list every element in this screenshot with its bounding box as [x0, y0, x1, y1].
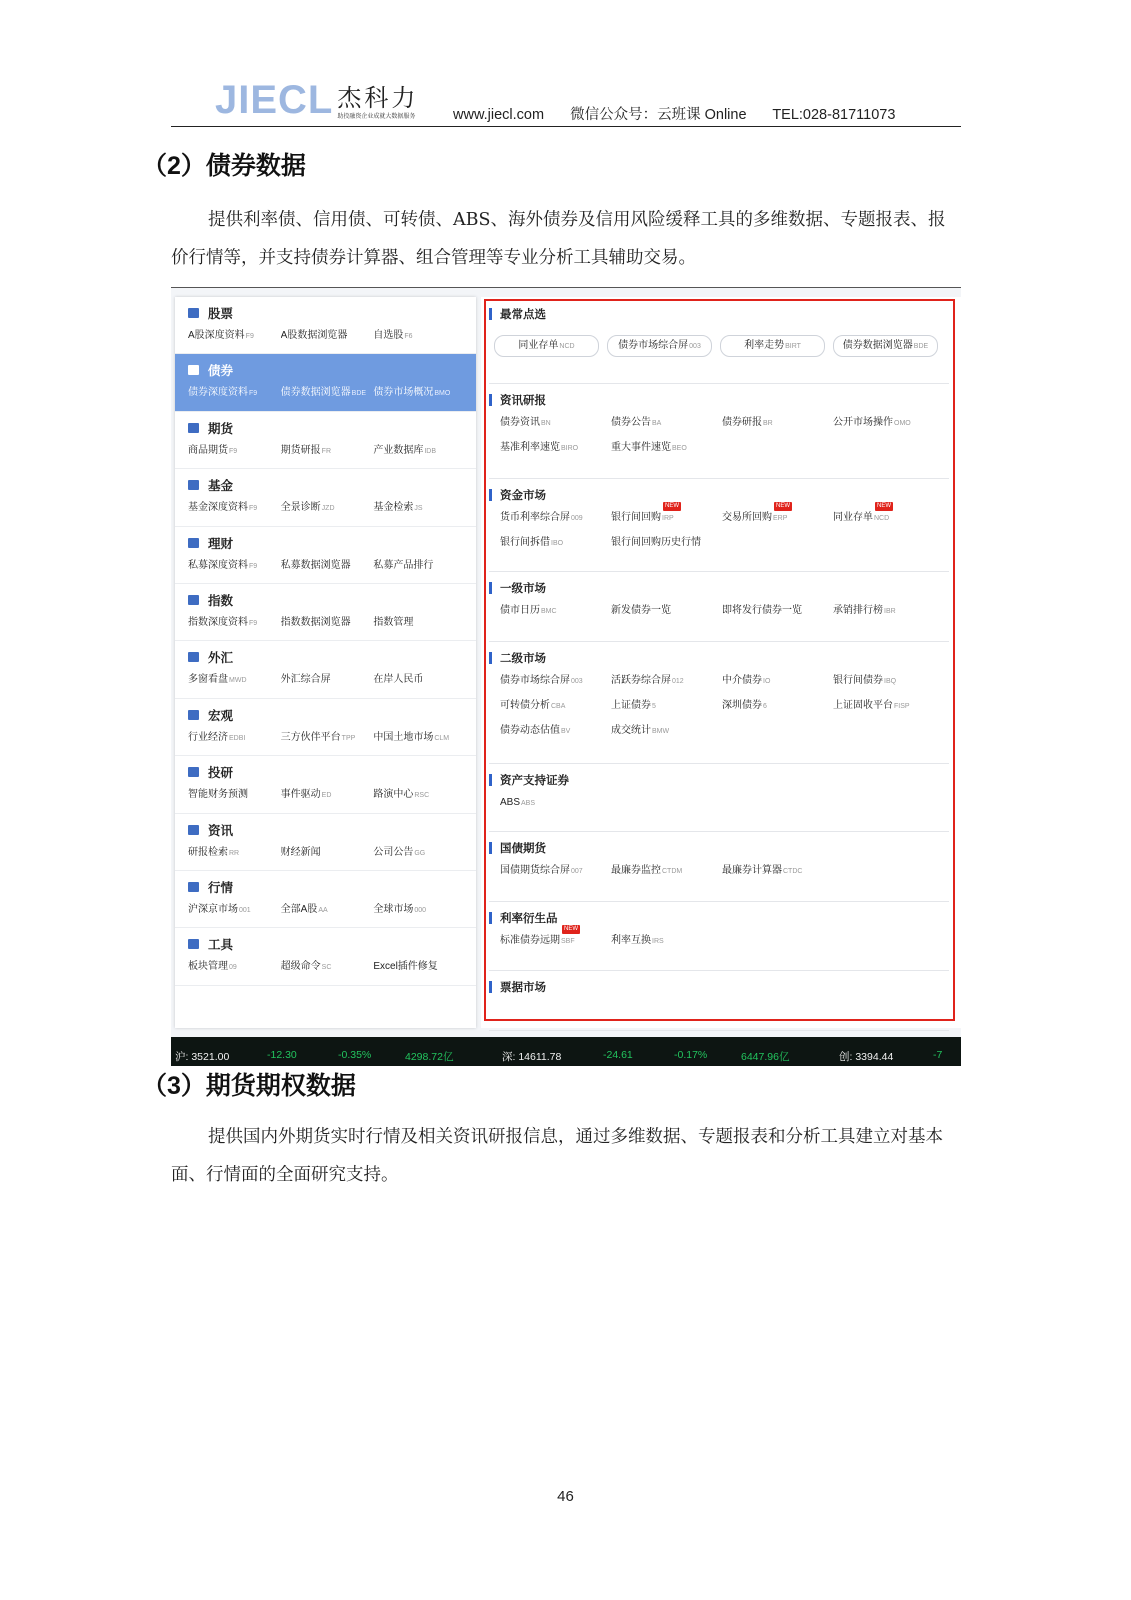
- sidebar-item-row: [188, 785, 466, 800]
- item-label: 基金检索: [373, 502, 414, 514]
- sidebar-item-row: [188, 556, 466, 571]
- item-code: BV: [561, 728, 571, 735]
- item-label: 债券动态估值: [500, 725, 560, 736]
- item-label: 活跃券综合屏: [611, 675, 671, 686]
- sidebar-group-title: [188, 705, 466, 725]
- sidebar-item[interactable]: [373, 843, 466, 858]
- item-code: SBF: [561, 938, 575, 945]
- item-label: 指数深度资料: [188, 616, 248, 628]
- header-contact: [453, 103, 917, 124]
- item-label: 银行间债券: [833, 675, 883, 686]
- item-code: AA: [318, 906, 328, 914]
- item-label: 同业存单: [833, 512, 873, 523]
- item-code: NCD: [559, 343, 575, 350]
- sidebar-group-title: [188, 590, 466, 610]
- item-label: 债券资讯: [500, 417, 540, 428]
- tel-text: TEL:028-81711073: [772, 107, 896, 123]
- item-label: 国债期货综合屏: [500, 865, 570, 876]
- item-code: F6: [404, 333, 413, 340]
- item-label: 债券市场综合屏: [618, 340, 689, 351]
- section-title-label: 资产支持证券: [500, 775, 569, 787]
- item-code: F9: [249, 390, 258, 398]
- market-ticker: [171, 1037, 961, 1066]
- sidebar-item[interactable]: [188, 670, 281, 685]
- sidebar-group-label: 股票: [208, 307, 234, 321]
- logo-tagline: 助投融资企业成就大数据服务: [337, 114, 416, 120]
- ticker-value: 深: 14611.78: [502, 1051, 562, 1063]
- item-code: EDBI: [229, 734, 246, 742]
- tool-icon: [188, 939, 199, 949]
- sidebar-group-title: [188, 360, 466, 380]
- item-label: 中国土地市场: [373, 731, 434, 743]
- sidebar-group[interactable]: [175, 871, 476, 928]
- item-code: 5: [652, 703, 656, 710]
- sidebar-group-label: 理财: [208, 536, 234, 551]
- item-code: IRP: [662, 515, 674, 522]
- item-label: 债券市场概况: [373, 387, 434, 399]
- sidebar-group-title: [188, 475, 466, 495]
- item-code: CTDM: [662, 868, 683, 875]
- item-code: 003: [571, 678, 583, 685]
- sidebar-item[interactable]: [188, 957, 281, 972]
- item-code: 001: [239, 906, 251, 914]
- item-code: BA: [652, 420, 662, 427]
- item-label: 债市日历: [500, 605, 540, 616]
- item-label: 全部A股: [280, 903, 318, 915]
- sidebar-item[interactable]: [373, 613, 466, 628]
- sidebar-item[interactable]: [373, 957, 466, 972]
- item-code: FR: [321, 447, 332, 455]
- ticker-value: -12.30: [267, 1049, 297, 1061]
- section-title-label: 一级市场: [500, 583, 546, 595]
- sidebar-item[interactable]: [281, 383, 374, 398]
- section-title-label: 资金市场: [500, 490, 546, 502]
- item-code: OMO: [894, 420, 911, 427]
- item-code: BMW: [652, 728, 670, 735]
- item-code: BEO: [672, 445, 687, 452]
- item-code: SC: [321, 964, 332, 972]
- sidebar-group-title: [188, 303, 466, 323]
- item-label: 交易所回购: [722, 512, 772, 523]
- item-label: 中介债券: [722, 675, 762, 686]
- section-title-label: 最常点选: [500, 309, 546, 321]
- sidebar-item-row: [188, 670, 466, 685]
- sidebar-item-row: [188, 613, 466, 628]
- item-code: BR: [763, 420, 773, 427]
- ticker-value: 沪: 3521.00: [175, 1051, 230, 1063]
- item-label: 债券数据浏览器: [842, 340, 913, 351]
- item-label: 银行间回购: [611, 512, 661, 523]
- sidebar-item-row: [188, 441, 466, 456]
- sidebar-item-row: [188, 498, 466, 513]
- item-label: 全景诊断: [280, 502, 321, 514]
- index-icon: [188, 595, 199, 605]
- sidebar-group-title: [188, 418, 466, 438]
- sidebar-item[interactable]: [373, 900, 466, 915]
- item-label: 新发债券一览: [611, 605, 671, 616]
- sidebar-item[interactable]: [188, 383, 281, 398]
- item-label: 全球市场: [373, 903, 414, 915]
- ticker-value: -0.35%: [338, 1049, 372, 1061]
- ticker-value: -24.61: [603, 1049, 633, 1061]
- item-code: BIRT: [785, 343, 801, 350]
- item-label: 板块管理: [188, 961, 228, 973]
- sidebar-group[interactable]: [175, 584, 476, 641]
- new-badge: NEW: [776, 503, 790, 509]
- futures-icon: [188, 423, 199, 433]
- sidebar-group-label: 工具: [208, 938, 234, 953]
- item-code: IO: [763, 678, 771, 685]
- item-label: 私募深度资料: [188, 559, 248, 571]
- item-label: 公开市场操作: [833, 417, 893, 428]
- ticker-value: 创: 3394.44: [839, 1051, 894, 1063]
- item-label: 货币利率综合屏: [500, 512, 570, 523]
- sidebar-item[interactable]: [373, 441, 466, 456]
- item-code: JS: [414, 505, 423, 513]
- item-label: 沪深京市场: [188, 903, 238, 915]
- item-code: 009: [571, 515, 583, 522]
- item-label: 最廉券监控: [611, 865, 661, 876]
- item-label: 可转债分析: [500, 700, 550, 711]
- item-label: 即将发行债券一览: [722, 605, 802, 616]
- sidebar-group[interactable]: [175, 699, 476, 756]
- item-label: 上证固收平台: [833, 700, 893, 711]
- sidebar-group-title: [188, 877, 466, 897]
- item-label: 财经新闻: [280, 846, 321, 858]
- item-code: BMC: [541, 608, 557, 615]
- item-label: 行业经济: [188, 731, 228, 743]
- item-label: 上证债券: [611, 700, 651, 711]
- sidebar-item[interactable]: [281, 326, 374, 341]
- item-code: 003: [689, 343, 701, 350]
- sidebar-item[interactable]: [188, 728, 281, 743]
- quote-icon: [188, 882, 199, 892]
- sidebar-item[interactable]: [281, 498, 374, 513]
- item-code: TPP: [341, 734, 356, 742]
- sidebar-item[interactable]: [373, 785, 466, 800]
- sidebar-item[interactable]: [281, 441, 374, 456]
- item-label: 承销排行榜: [833, 605, 883, 616]
- sidebar-group[interactable]: [175, 354, 476, 411]
- item-label: 产业数据库: [373, 444, 424, 456]
- sidebar-item[interactable]: [188, 843, 281, 858]
- ticker-value: 4298.72亿: [405, 1051, 454, 1063]
- item-code: ERP: [773, 515, 788, 522]
- sidebar-group-label: 投研: [208, 766, 234, 781]
- item-label: ABS: [500, 797, 521, 808]
- sidebar-group-title: [188, 934, 466, 954]
- section-3-heading: （3）期货期权数据: [142, 1072, 356, 1100]
- item-label: 利率互换: [611, 935, 651, 946]
- item-label: 同业存单: [518, 340, 559, 351]
- highlight-box: [484, 299, 955, 1021]
- sidebar-item[interactable]: [373, 670, 466, 685]
- item-code: 012: [672, 678, 684, 685]
- item-label: 路演中心: [373, 789, 414, 801]
- section-title-label: 资讯研报: [500, 395, 546, 407]
- sidebar-group-label: 期货: [208, 421, 234, 436]
- item-code: BIRO: [561, 445, 579, 452]
- item-label: 商品期货: [188, 444, 228, 456]
- item-label: 指数数据浏览器: [280, 616, 351, 628]
- sidebar-group-title: [188, 820, 466, 840]
- sidebar-item[interactable]: [188, 441, 281, 456]
- item-label: 债券公告: [611, 417, 651, 428]
- sidebar-group-title: [188, 647, 466, 667]
- sidebar-item[interactable]: [373, 383, 466, 398]
- sidebar-item-row: [188, 383, 466, 398]
- sidebar-group-label: 宏观: [208, 708, 234, 723]
- logo-text-en: JIECL: [215, 78, 334, 122]
- item-code: CBA: [551, 703, 566, 710]
- item-code: IDB: [424, 447, 437, 455]
- item-label: 银行间拆借: [500, 537, 550, 548]
- page-header: [171, 72, 961, 127]
- logo: [215, 78, 418, 122]
- section-2-heading: （2）债券数据: [142, 152, 306, 180]
- section-title-label: 票据市场: [500, 982, 546, 994]
- sidebar-item[interactable]: [188, 785, 281, 800]
- sidebar-group[interactable]: [175, 297, 476, 354]
- sidebar-group[interactable]: [175, 641, 476, 698]
- item-label: 基金深度资料: [188, 502, 248, 514]
- sidebar-menu: [175, 297, 476, 1028]
- wechat-text: 微信公众号：云班课 Online: [570, 107, 747, 123]
- item-code: IBO: [551, 540, 564, 547]
- item-label: 多窗看盘: [188, 674, 228, 686]
- item-label: A股数据浏览器: [280, 330, 348, 341]
- wealth-icon: [188, 538, 199, 548]
- research-icon: [188, 767, 199, 777]
- logo-text-cn: 杰科力: [337, 85, 419, 112]
- sidebar-group[interactable]: [175, 814, 476, 871]
- ticker-value: 6447.96亿: [741, 1051, 790, 1063]
- sidebar-item[interactable]: [281, 843, 374, 858]
- sidebar-item[interactable]: [281, 728, 374, 743]
- news-icon: [188, 825, 199, 835]
- sidebar-item[interactable]: [373, 326, 466, 341]
- item-label: 研报检索: [188, 846, 228, 858]
- item-label: 债券市场综合屏: [500, 675, 570, 686]
- sidebar-item[interactable]: [373, 728, 466, 743]
- item-label: 利率走势: [744, 340, 785, 351]
- section-title-label: 利率衍生品: [500, 913, 558, 925]
- sidebar-group-label: 基金: [208, 479, 234, 494]
- sidebar-group-label: 债券: [208, 364, 234, 379]
- item-code: GG: [414, 849, 426, 857]
- item-label: 事件驱动: [280, 789, 321, 801]
- item-label: 在岸人民币: [373, 674, 424, 686]
- sidebar-group-title: [188, 762, 466, 782]
- fx-icon: [188, 652, 199, 662]
- sidebar-item[interactable]: [188, 498, 281, 513]
- item-label: A股深度资料: [188, 330, 245, 341]
- item-code: CTDC: [783, 868, 803, 875]
- item-label: 重大事件速览: [611, 442, 671, 453]
- sidebar-item-row: [188, 728, 466, 743]
- new-badge: NEW: [665, 503, 679, 509]
- app-screenshot: [171, 287, 961, 1066]
- sidebar-item[interactable]: [188, 326, 281, 341]
- sidebar-item[interactable]: [188, 556, 281, 571]
- item-code: BMO: [434, 390, 451, 398]
- item-code: F9: [249, 505, 258, 513]
- item-code: F9: [249, 562, 258, 570]
- item-code: 000: [414, 906, 427, 914]
- item-code: ABS: [521, 800, 536, 807]
- item-label: 银行间回购历史行情: [611, 537, 701, 548]
- sidebar-group-label: 行情: [208, 880, 234, 895]
- item-code: F9: [249, 619, 258, 627]
- item-code: IBQ: [884, 678, 897, 685]
- bond-icon: [188, 365, 199, 375]
- item-code: MWD: [229, 677, 247, 685]
- sidebar-item-row: [188, 900, 466, 915]
- item-code: ED: [321, 792, 332, 800]
- item-label: 最廉券计算器: [722, 865, 782, 876]
- item-label: 成交统计: [611, 725, 651, 736]
- item-label: 标准债券远期: [500, 935, 560, 946]
- section-title-label: 二级市场: [500, 653, 546, 665]
- item-label: 指数管理: [373, 616, 414, 628]
- fund-icon: [188, 480, 199, 490]
- item-label: 外汇综合屏: [280, 674, 331, 686]
- item-label: 债券研报: [722, 417, 762, 428]
- item-code: F9: [245, 333, 254, 340]
- item-code: IBR: [884, 608, 896, 615]
- sidebar-group-label: 资讯: [208, 823, 234, 838]
- item-code: BDE: [351, 390, 367, 398]
- sidebar-item[interactable]: [188, 900, 281, 915]
- item-label: 私募数据浏览器: [280, 559, 351, 571]
- chart-icon: [188, 308, 199, 318]
- item-label: 私募产品排行: [373, 559, 434, 571]
- section-title-label: 国债期货: [500, 843, 546, 855]
- item-code: RR: [229, 849, 240, 857]
- website-link[interactable]: www.jiecl.com: [453, 107, 545, 123]
- new-badge: NEW: [564, 926, 578, 932]
- sidebar-group-label: 指数: [208, 593, 234, 608]
- sidebar-item[interactable]: [281, 900, 374, 915]
- sidebar-item-row: [188, 326, 466, 341]
- section-2-paragraph: 提供利率债、信用债、可转债、ABS、海外债券及信用风险缓释工具的多维数据、专题报表、报价行情等，并支持债券计算器、组合管理等专业分析工具辅助交易。: [171, 210, 946, 268]
- sidebar-item[interactable]: [281, 957, 374, 972]
- item-code: 09: [229, 964, 237, 972]
- item-label: 债券深度资料: [188, 387, 248, 399]
- sidebar-group[interactable]: [175, 928, 476, 985]
- item-label: 超级命令: [280, 961, 321, 973]
- item-label: 三方伙伴平台: [280, 731, 341, 743]
- sidebar-item-row: [188, 843, 466, 858]
- item-label: 自选股: [373, 330, 404, 341]
- item-code: JZD: [321, 505, 335, 513]
- new-badge: NEW: [877, 503, 891, 509]
- sidebar-group[interactable]: [175, 756, 476, 813]
- ticker-value: -0.17%: [674, 1049, 708, 1061]
- sidebar-group[interactable]: [175, 412, 476, 469]
- sidebar-group[interactable]: [175, 527, 476, 584]
- ticker-value: -7: [933, 1049, 943, 1061]
- sidebar-group-label: 外汇: [208, 651, 234, 666]
- item-label: 深圳债券: [722, 700, 762, 711]
- item-label: 债券数据浏览器: [280, 387, 351, 399]
- item-code: 6: [763, 703, 767, 710]
- section-3-paragraph: 提供国内外期货实时行情及相关资讯研报信息，通过多维数据、专题报表和分析工具建立对基本面、行情面的全面研究支持。: [171, 1127, 943, 1185]
- sidebar-item[interactable]: [281, 670, 374, 685]
- item-label: 期货研报: [280, 444, 321, 456]
- sidebar-group[interactable]: [175, 469, 476, 526]
- item-code: BDE: [913, 343, 929, 350]
- item-code: 007: [571, 868, 583, 875]
- macro-icon: [188, 710, 199, 720]
- item-code: BN: [541, 420, 551, 427]
- item-code: NCD: [874, 515, 890, 522]
- item-label: 智能财务预测: [188, 789, 248, 801]
- sidebar-group-title: [188, 533, 466, 553]
- sidebar-item[interactable]: [281, 556, 374, 571]
- item-code: CLM: [434, 734, 450, 742]
- sidebar-item-row: [188, 957, 466, 972]
- item-code: FISP: [894, 703, 910, 710]
- sidebar-item[interactable]: [281, 785, 374, 800]
- item-label: 公司公告: [373, 846, 414, 858]
- item-label: 基准利率速览: [500, 442, 560, 453]
- item-code: F9: [229, 447, 238, 455]
- item-code: RSC: [414, 792, 430, 800]
- sidebar-item[interactable]: [281, 613, 374, 628]
- page-number: 46: [557, 1488, 574, 1505]
- sidebar-item[interactable]: [373, 498, 466, 513]
- item-label: Excel插件修复: [373, 961, 438, 973]
- item-code: IRS: [652, 938, 664, 945]
- sidebar-item[interactable]: [373, 556, 466, 571]
- sidebar-item[interactable]: [188, 613, 281, 628]
